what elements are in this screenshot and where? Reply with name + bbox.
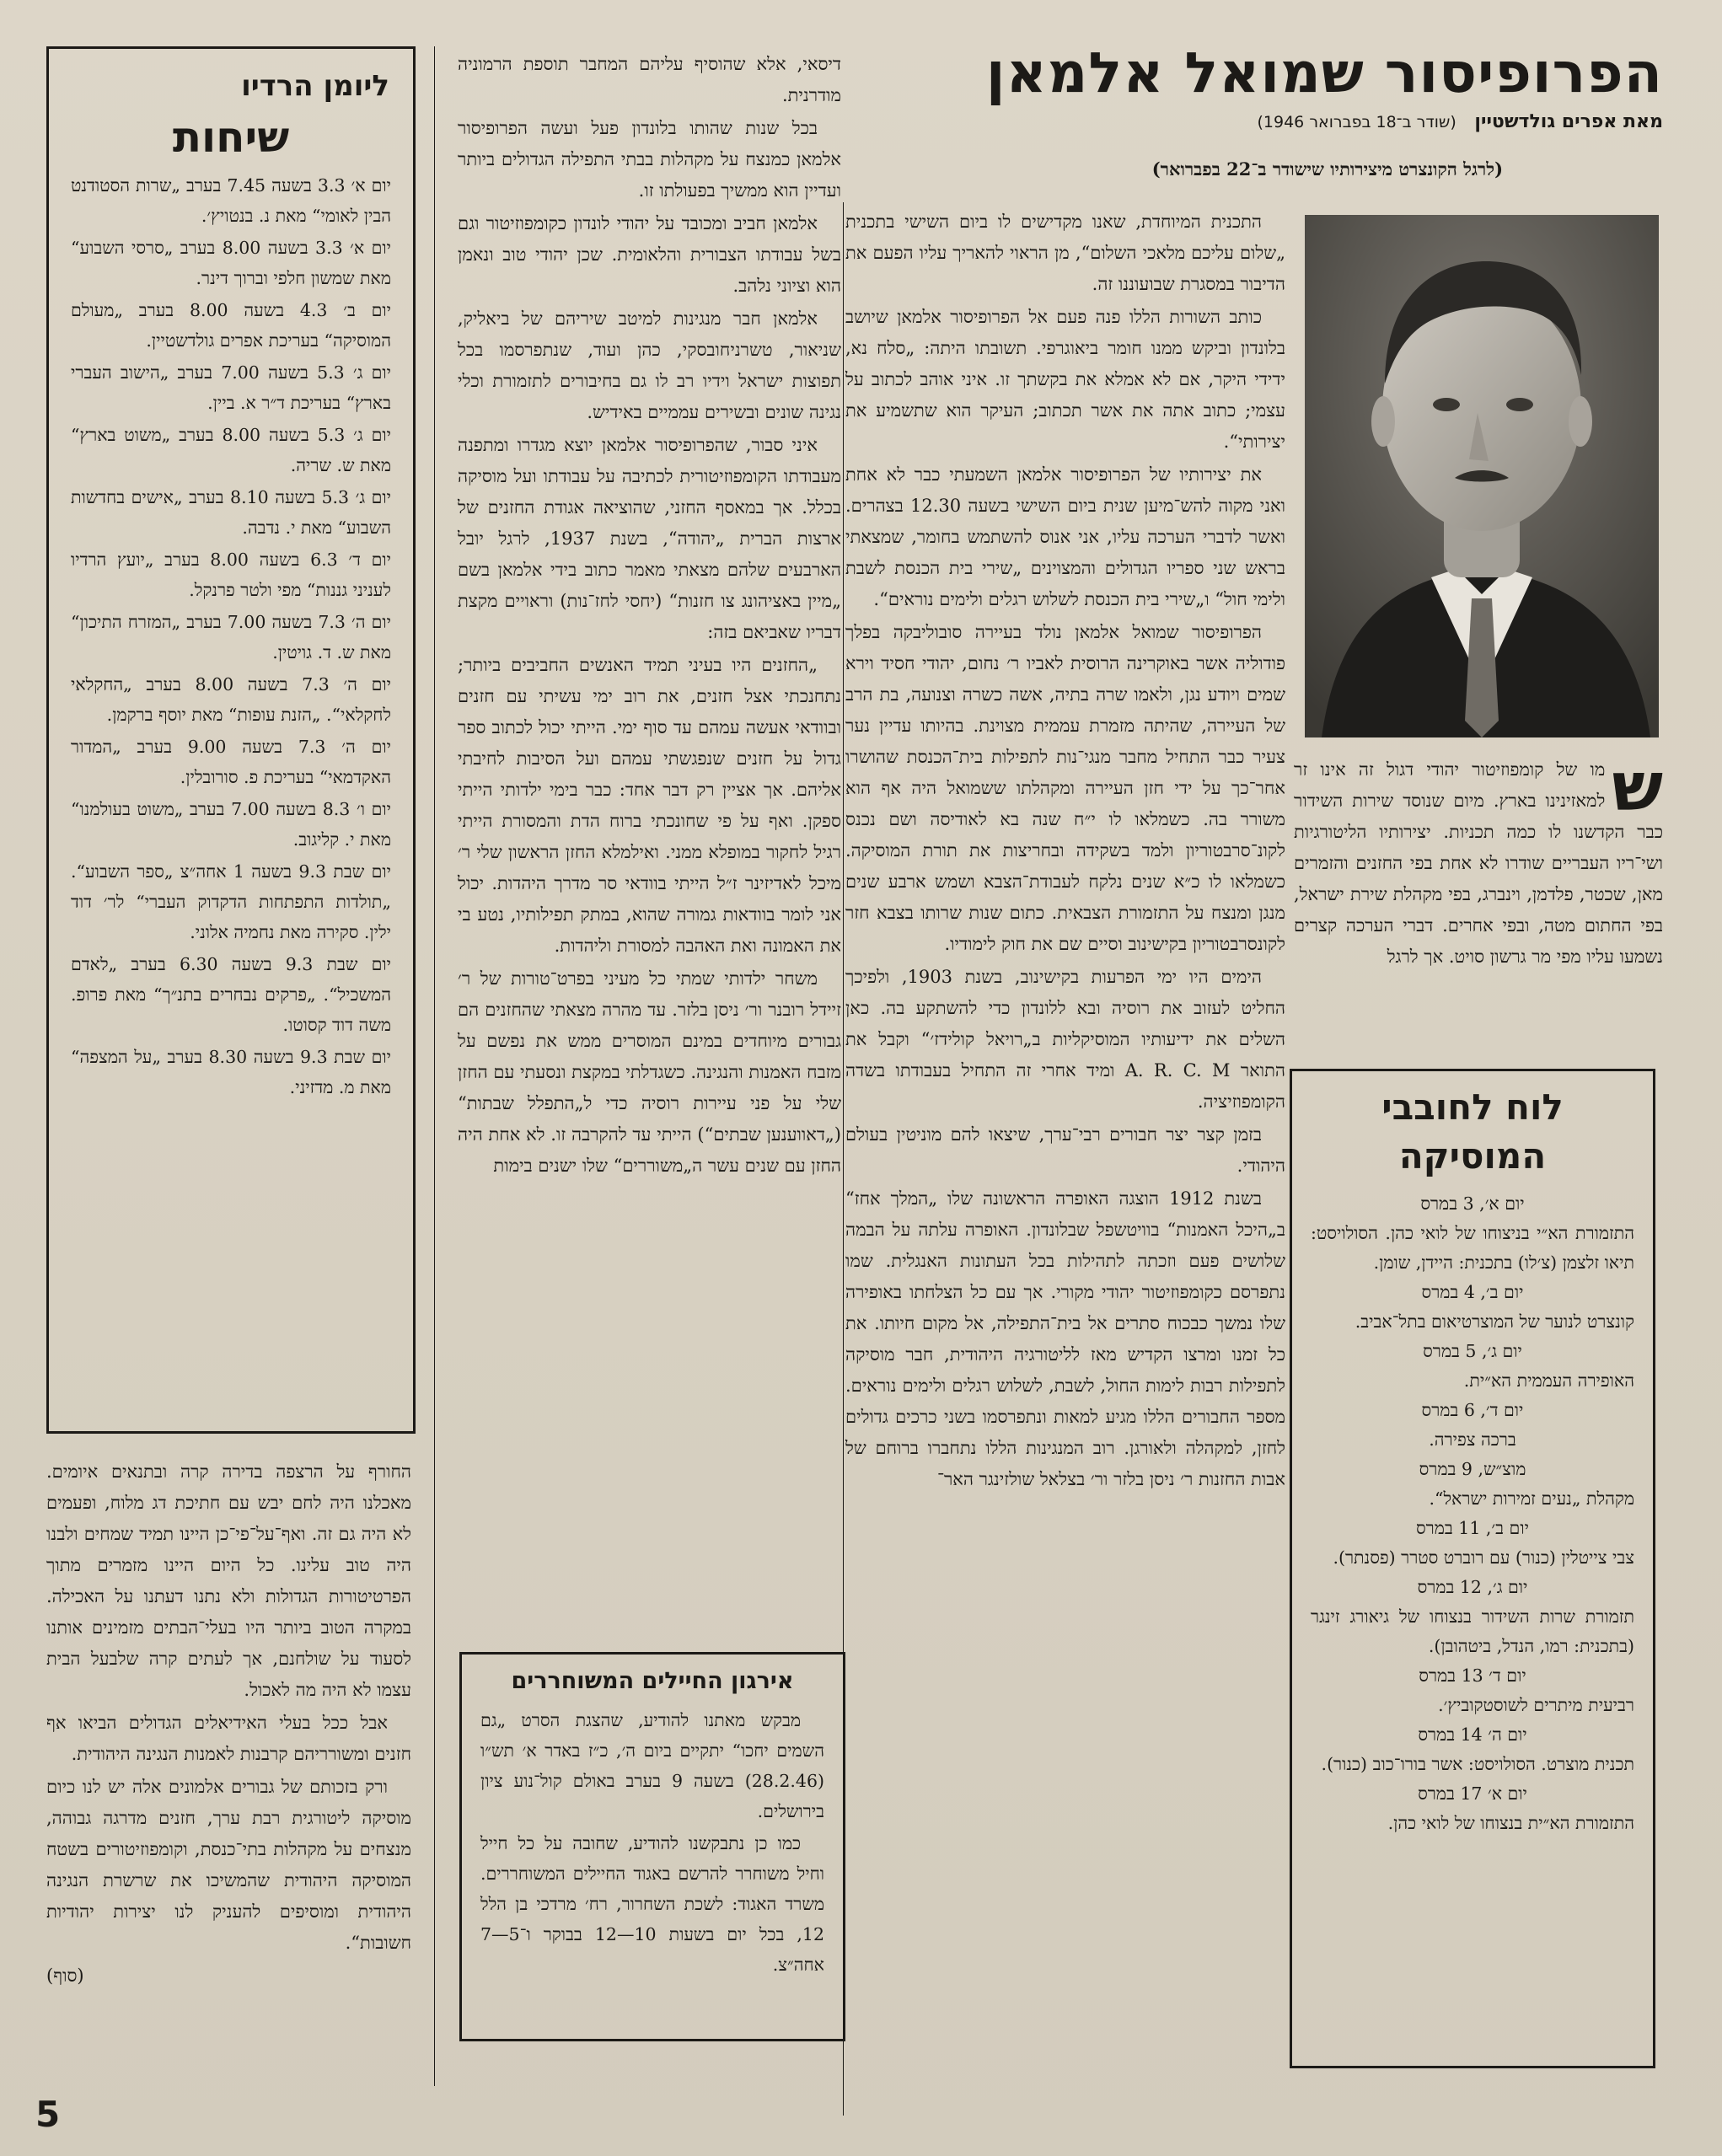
author-name: מאת אפרים גולדשטיין [1474,111,1663,132]
article-paragraph: החורף על הרצפה בדירה קרה ובתנאים איומים. מאכלנו היה לחם יבש עם חתיכת דג מלוח, ופעמים לא היה גם זה. ואף־על־פי־כן היינו תמיד שמחים ולבנו היה טוב עלינו. כל היום היינו מזמרים מתוך הפרטיטורות הגדולות ולא נתנו דעתנו על האכילה. במקרה הטוב ביותר היו בעלי־הבתים מזמינים אותנו לסעוד על שולחנם, אך לעתים קרה שלבעל הבית עצמו לא היה מה לאכול. [46,1461,411,1700]
article-paragraph: בזמן קצר יצר חבורים רבי־ערך, שיצאו להם מוניטין בעולם היהודי. [845,1124,1285,1176]
music-entry-desc: תכנית מוצרט. הסולויסט: אשר בורו־כוב (כנור). [1321,1754,1634,1774]
article-lead [1294,748,1663,973]
radio-item: יום ה׳ 7.3 בשעה 8.00 בערב „החקלאי לחקלאי“. „הזנת עופות“ מאת יוסף ברקמן. [71,674,391,725]
music-entry-desc: ברכה צפירה. [1429,1429,1516,1450]
music-entry-desc: מקהלת „נעים זמירות ישראל“. [1429,1488,1634,1509]
column-divider [843,202,844,2116]
music-entry-desc: רביעית מיתרים לשוסטקוביץ׳. [1438,1695,1634,1715]
article-paragraph: „החזנים היו בעיני תמיד האנשים החביבים ביותר; נתחנכתי אצל חזנים, את רוב ימי עשיתי עם חזנים ובוודאי אעשה עמהם עד סוף ימי. הייתי יכול לכתוב ספר גדול על חזנים שנפגשתי עמהם ועל הסיבות לחיבתי אליהם. אך אציין רק דבר אחד: כבר בימי ילדותי הייתי ספקן. ואף על פי שחונכתי ברוח הדת והמסורת הייתי רגיל לחקור במופלא ממני. ואילמלא החזן הראשון שלי ר׳ מיכל לאדיזינר ז״ל הייתי בוודאי סר מדרך היהדות. יכול אני לומר בוודאות גמורה שהוא, במתק תפילותיו, נטע בי את האמונה ואת האהבה למסורת וליהדות. [458,655,841,956]
radio-item: יום ג׳ 5.3 בשעה 7.00 בערב „הישוב העברי בארץ“ בעריכת ד״ר א. ביין. [71,362,391,413]
music-entry-date: יום ג׳, 12 במרס [1417,1577,1528,1597]
music-entry-desc: האופירה העממית הא״ית. [1463,1370,1634,1391]
radio-item: יום ב׳ 4.3 בשעה 8.00 בערב „מעולם המוסיקה“ בעריכת אפרים גולדשטיין. [71,300,392,351]
article-paragraph: אלמאן חביב ומכובד על יהודי לונדון כקומפוזיטור וגם בשל עבודתו הצבורית והלאומית. שכן יהודי טוב ונאמן הוא וציוני נלהב. [458,213,841,296]
article-paragraph: בכל שנות שהותו בלונדון פעל ועשה הפרופיסור אלמאן כמנצח על מקהלות בבתי התפילה הגדולים ביותר ועדיין הוא ממשיך בפעולתו זו. [458,118,841,201]
radio-item: יום ד׳ 6.3 בשעה 8.00 בערב „יועץ הרדיו לעניני גננות“ מפי ולטר פרנקל. [71,550,392,600]
music-entry-desc: התזמורת הא״י בניצוחו של לואי כהן. הסולויסט: תיאו זלצמן (צ׳לו) בתכנית: היידן, שומן. [1311,1223,1634,1273]
article-paragraph: דיסאי, אלא שהוסיף עליהם המחבר תוספת הרמוניה מודרנית. [458,54,841,105]
article-paragraph: הימים היו ימי הפרעות בקישינוב, בשנת 1903, ולפיכך החליט לעזוב את רוסיה ובא ללונדון כדי להשתקע בה. כאן השלים את ידיעותיו המוסיקליות ב„רויאל קולידז׳“ וקבל את התואר A. R. C. M ומיד אחרי זה התחיל בעבודתו בשדה הקומפוזיציה. [845,967,1285,1112]
article-column-c [46,1456,411,1992]
soldiers-box-text [462,1698,843,1980]
lead-text: מו של קומפוזיטור יהודי דגול זה אינו זר למאזינינו בארץ. מיום שנוסד שירות השידור כבר הקדשנו לו כמה תכניות. יצירותיו הליטורגיות ושי־ריו העבריים שודרו לא אחת בפי החזנים והזמרים מאן, שכטר, פלדמן, וינברג, בפי מקהלת שירת ישראל, בפי החתום מטה, ובפי אחרים. דברי הערכה קצרים נשמעו עליו מפי מר גרשון סויט. אך לרגל [1294,759,1663,967]
music-entry-date: יום ד׳ 13 במרס [1419,1665,1526,1686]
radio-schedule [49,165,413,1102]
radio-item: יום שבת 9.3 בשעה 8.30 בערב „על המצפה“ מאת מ. מדזיני. [71,1047,391,1097]
end-mark: (סוף) [46,1966,84,1986]
radio-item: יום ג׳ 5.3 בשעה 8.10 בערב „אישים בחדשות השבוע“ מאת י. נדבה. [71,487,392,538]
music-box-title-line2: המוסיקה [1398,1135,1547,1177]
article-column-a [845,206,1285,1497]
radio-item: יום ו׳ 8.3 בשעה 7.00 בערב „משוט בעולמנו“ מאת י. קליגוב. [71,799,391,850]
portrait-photo [1305,215,1659,737]
article-paragraph: בשנת 1912 הוצגה האופרה הראשונה שלו „המלך אחז“ ב„היכל האמנות“ בוויטשפל שבלונדון. האופרה עלתה על הבמה שלושים פעם וזכתה לתהילות בכל העתונות האנגלית. שמו נתפרסם כקומפוזיטור יהודי מקורי. אך עם כל הצלחתו באופירה שלו נמשך כבכוח סתרים אל בית־התפילה, אל מקום חיותו. את כל זמנו ומרצו הקדיש מאז לליטורגיה היהודית, חבר מוסיקה לתפילות רבות לימות החול, לשבת, לשלוש רגלים ולימים נוראים. מספר החבורים הללו מגיע למאות ונתפרסמו בשני כרכים גדולים לחזן, למקהלה ולאורגן. רוב המנגינות הללו נתחברו ברוחם של אבות החזנות ר׳ ניסן בלזר ור׳ בצלאל שולזינגר האר־ [845,1188,1285,1489]
music-entry-desc: התזמורת הא״ית בנצוחו של לואי כהן. [1387,1813,1634,1833]
article-paragraph: הפרופיסור שמואל אלמאן נולד בעיירה סובוליבקה בפלך פודוליה אשר באוקרינה הרוסית לאביו ר׳ נחום, יהודי חסיד וירא שמים ויודע נגן, ולאמו שרה בתיה, אשה כשרה וצנועה, בת הרב של העיירה, שהיתה מזמרת עממית מצוינת. בהיותו עדיין נער צעיר כבר התחיל מחבר מנגי־נות לתפילות בית־הכנסת שהושרו אחר־כך על ידי חזן העיירה ומקהלתו ששמואל היה אף הוא משורר בה. כשמלאו לו י״ח שנה בא לאודיסה ושם נכנס לקונ־סרבטוריון ולמד בשקידה ובחריצות את תורת המוסיקה. כשמלאו לו כ״א שנים נלקח לעבודת־הצבא ושמש ארבע שנים מנגן ומנצח על התזמורת הצבאית. כתום שנות שרותו בצבא חזר לקונסרבטוריון בקישינוב וסיים שם את חוק לימודיו. [845,622,1285,954]
music-box-title-line1: לוח לחובבי [1381,1086,1564,1128]
soldiers-organization-box [459,1652,845,2041]
article-column-b [458,49,841,1183]
soldiers-paragraph: מבקש מאתנו להודיע, שהצגת הסרט „גם השמים יחכו“ יתקיים ביום ה׳, כ״ז באדר א׳ תש״ו (28.2.46) בשעה 9 בערב באולם קול־נוע ציון בירושלים. [480,1710,824,1821]
radio-diary-box [46,46,416,1434]
music-entry-date: יום א׳ 17 במרס [1418,1783,1527,1804]
article-paragraph: התכנית המיוחדת, שאנו מקדישים לו ביום השישי בתכנית „שלום עליכם מלאכי השלום“, מן הראוי להאריך עליו הפעם את הדיבור במסגרת שבועוננו זה. [845,212,1285,294]
radio-item: יום שבת 9.3 בשעה 6.30 בערב „לאדם המשכיל“. „פרקים נבחרים בתנ״ך“ מאת פרופ. משה דוד קסוטו. [71,954,391,1035]
music-entry-date: יום ה׳ 14 במרס [1418,1724,1527,1745]
drop-cap: ש [1612,748,1663,826]
page-number: 5 [35,2094,61,2135]
article-paragraph: את יצירותיו של הפרופיסור אלמאן השמעתי כבר לא אחת ואני מקוה להש־מיען שנית ביום השישי בשעה 12.30 בצהרים. ואשר לדברי הערכה עליו, אני אנוס להשתמש בחומר, שמצאתי בראש שני ספריו הגדולים והמצוינים „שירי בית הכנסת לשבת ולימי חול“ ו„שירי בית הכנסת לשלוש רגלים ולימים נוראים“. [845,464,1286,609]
article-title: הפרופיסור שמואל אלמאן [985,40,1663,105]
music-entry-date: מוצ״ש, 9 במרס [1419,1459,1526,1479]
music-entry-desc: תזמורת שרות השידור בנצוחו של גיאורג זינגר (בתכנית: רמו, הנדל, ביטהובן). [1311,1606,1634,1656]
music-schedule [1292,1181,1653,1838]
music-entry-date: יום א׳, 3 במרס [1420,1193,1525,1214]
radio-item: יום ג׳ 5.3 בשעה 8.00 בערב „משוט בארץ“ מאת ש. שריה. [71,425,391,475]
article-paragraph: אלמאן חבר מנגינות למיטב שיריהם של ביאליק, שניאור, טשרניחובסקי, כהן ועוד, שנתפרסמו בכל תפוצות ישראל וידיו רב לו גם בחיבורים לתזמורת וכלי נגינה שונים ובשירים עממיים באידיש. [458,308,841,422]
radio-diary-header: ליומן הרדיו [241,69,389,103]
radio-item: יום ה׳ 7.3 בשעה 7.00 בערב „המזרח התיכון“ מאת ש. ד. גויטין. [71,612,391,662]
portrait-image [1305,215,1659,737]
music-entry-desc: צבי צייטלין (כנור) עם רוברט סטרר (פסנתר). [1333,1547,1634,1568]
article-paragraph: כותב השורות הללו פנה פעם אל הפרופיסור אלמאן שיושב בלונדון וביקש ממנו חומר ביאוגרפי. תשובתו היתה: „סלח נא, ידידי היקר, אם לא אמלא את בקשתך זו. איני אוהב לכתוב על עצמי; כתוב אתה את אשר תכתוב; העיקר הוא שתשמיע את יצירותי“. [845,307,1285,452]
music-entry-date: יום ד׳, 6 במרס [1421,1400,1524,1420]
music-entry-desc: קונצרט לנוער של המוצרטיאום בתל־אביב. [1355,1311,1634,1332]
article-paragraph: אבל ככל בעלי האידיאלים הגדולים הביאו אף חזנים ומשורריהם קרבנות לאמנות הנגינה היהודית. [46,1713,411,1764]
radio-item: יום א׳ 3.3 בשעה 7.45 בערב „שרות הסטודנט הבין לאומי“ מאת נ. בנטויץ׳. [71,175,391,226]
column-divider [434,46,435,2086]
article-byline [904,111,1663,132]
music-entry-date: יום ב׳, 11 במרס [1416,1518,1529,1538]
concert-note: (לרגל הקונצרט מיצירותיו שישודר ב־22 בפברואר) [1151,158,1503,180]
soldiers-paragraph: כמו כן נתבקשנו להודיע, שחובה על כל חייל וחיל משוחרר להרשם באגוד החיילים המשוחררים. משרד האגוד: לשכת השחרור, רח׳ מרדכי בן הלל 12, בכל יום בשעות 10—12 בבוקר ו־5—7 אחה״צ. [480,1833,824,1975]
radio-item: יום שבת 9.3 בשעה 1 אחה״צ „ספר השבוע“. „תולדות התפתחות הדקדוק העברי“ לר׳ דוד ילין. סקירה מאת נחמיה אלוני. [71,861,391,942]
radio-item: יום ה׳ 7.3 בשעה 9.00 בערב „המדור האקדמאי“ בעריכת פ. סורובלין. [71,737,391,787]
broadcast-note: (שודר ב־18 בפברואר 1946) [1257,113,1456,131]
article-paragraph: משחר ילדותי שמתי כל מעיני בפרט־טורות של ר׳ זיידל רובנר ור׳ ניסן בלזר. עד מהרה מצאתי שהחזנים הם גבורים מיוחדים במינם המוסרים ממש את נפשם על מזבח האמנות והנגינה. כשגדלתי במקצת ונסעתי עם החזן שלי על פני עיירות רוסיה כדי ל„התפלל שבתות“ („דאווענען שבתים“) הייתי עד להקרבה זו. לא אחת היה החזן עם שנים עשר ה„משוררים“ שלו ישנים בימות [458,968,841,1176]
soldiers-box-title: אירגון החיילים המשוחררים [511,1668,794,1694]
music-entry-date: יום ב׳, 4 במרס [1421,1282,1524,1302]
radio-item: יום א׳ 3.3 בשעה 8.00 בערב „סרסי השבוע“ מאת שמשון חלפי וברוך דינר. [71,238,391,288]
article-paragraph: ורק בזכותם של גבורים אלמונים אלה יש לנו כיום מוסיקה ליטורגית רבת ערך, חזנים מדרגה גבוהה, מנצחים על מקהלות בתי־כנסת, וקומפוזיטורים בשטח המוסיקה היהודית שהמשיכו את שרשרת הנגינה היהודית ומוסיפים להעניק לנו יצירות יהודיות חשובות“. [46,1777,411,1953]
article-paragraph: איני סבור, שהפרופיסור אלמאן יוצא מגדרו ומתפנה מעבודתו הקומפוזיטורית לכתיבה על עבודתו ועל מוסיקה בכלל. אך במאסף החזני, שהוציאה אגודת החזנים של ארצות הברית „יהודה“, בשנת 1937, לרגל יובל הארבעים שלהם מצאתי מאמר כתוב בידי אלמאן בשם „מיין באציהונג צו חזנות“ (יחסי לחז־נות) וראויים מקצת דבריו שאביאם בזה: [458,435,841,642]
music-entry-date: יום ג׳, 5 במרס [1423,1341,1522,1361]
radio-diary-title: שיחות [172,113,290,162]
music-lovers-box [1290,1069,1655,2068]
